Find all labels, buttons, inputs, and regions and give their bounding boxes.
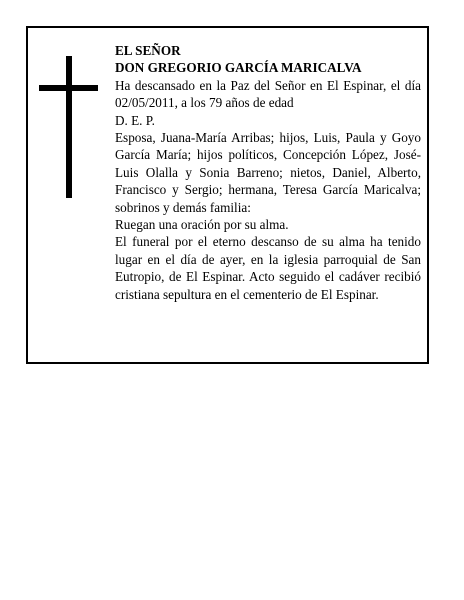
dep-line: D. E. P. xyxy=(115,112,155,128)
cross-vertical-bar xyxy=(66,56,72,198)
obituary-notice xyxy=(26,26,429,364)
cross-horizontal-bar xyxy=(39,85,98,91)
prayer-request: Ruegan una oración por su alma. xyxy=(115,217,289,233)
family-list: Esposa, Juana-María Arribas; hijos, Luis, Paula y Goyo García María; hijos políticos, Concepción López, José-Luis Olalla y Sonia Barreno; nietos, Daniel, Alberto, Francisco y Sergio; hermana, Teresa García Maricalva; sobrinos y demás familia: xyxy=(115,130,421,215)
title-line-1: EL SEÑOR xyxy=(115,43,181,58)
notice-text xyxy=(115,42,421,303)
rest-statement: Ha descansado en la Paz del Señor en El Espinar, el día 02/05/2011, a los 79 años de edad xyxy=(115,77,421,111)
funeral-details: El funeral por el eterno descanso de su alma ha tenido lugar en el día de ayer, en la iglesia parroquial de San Eutropio, de El Espinar. Acto seguido el cadáver recibió cristiana sepultura en el cementerio de El Espinar. xyxy=(115,234,421,302)
deceased-name: DON GREGORIO GARCÍA MARICALVA xyxy=(115,60,362,76)
